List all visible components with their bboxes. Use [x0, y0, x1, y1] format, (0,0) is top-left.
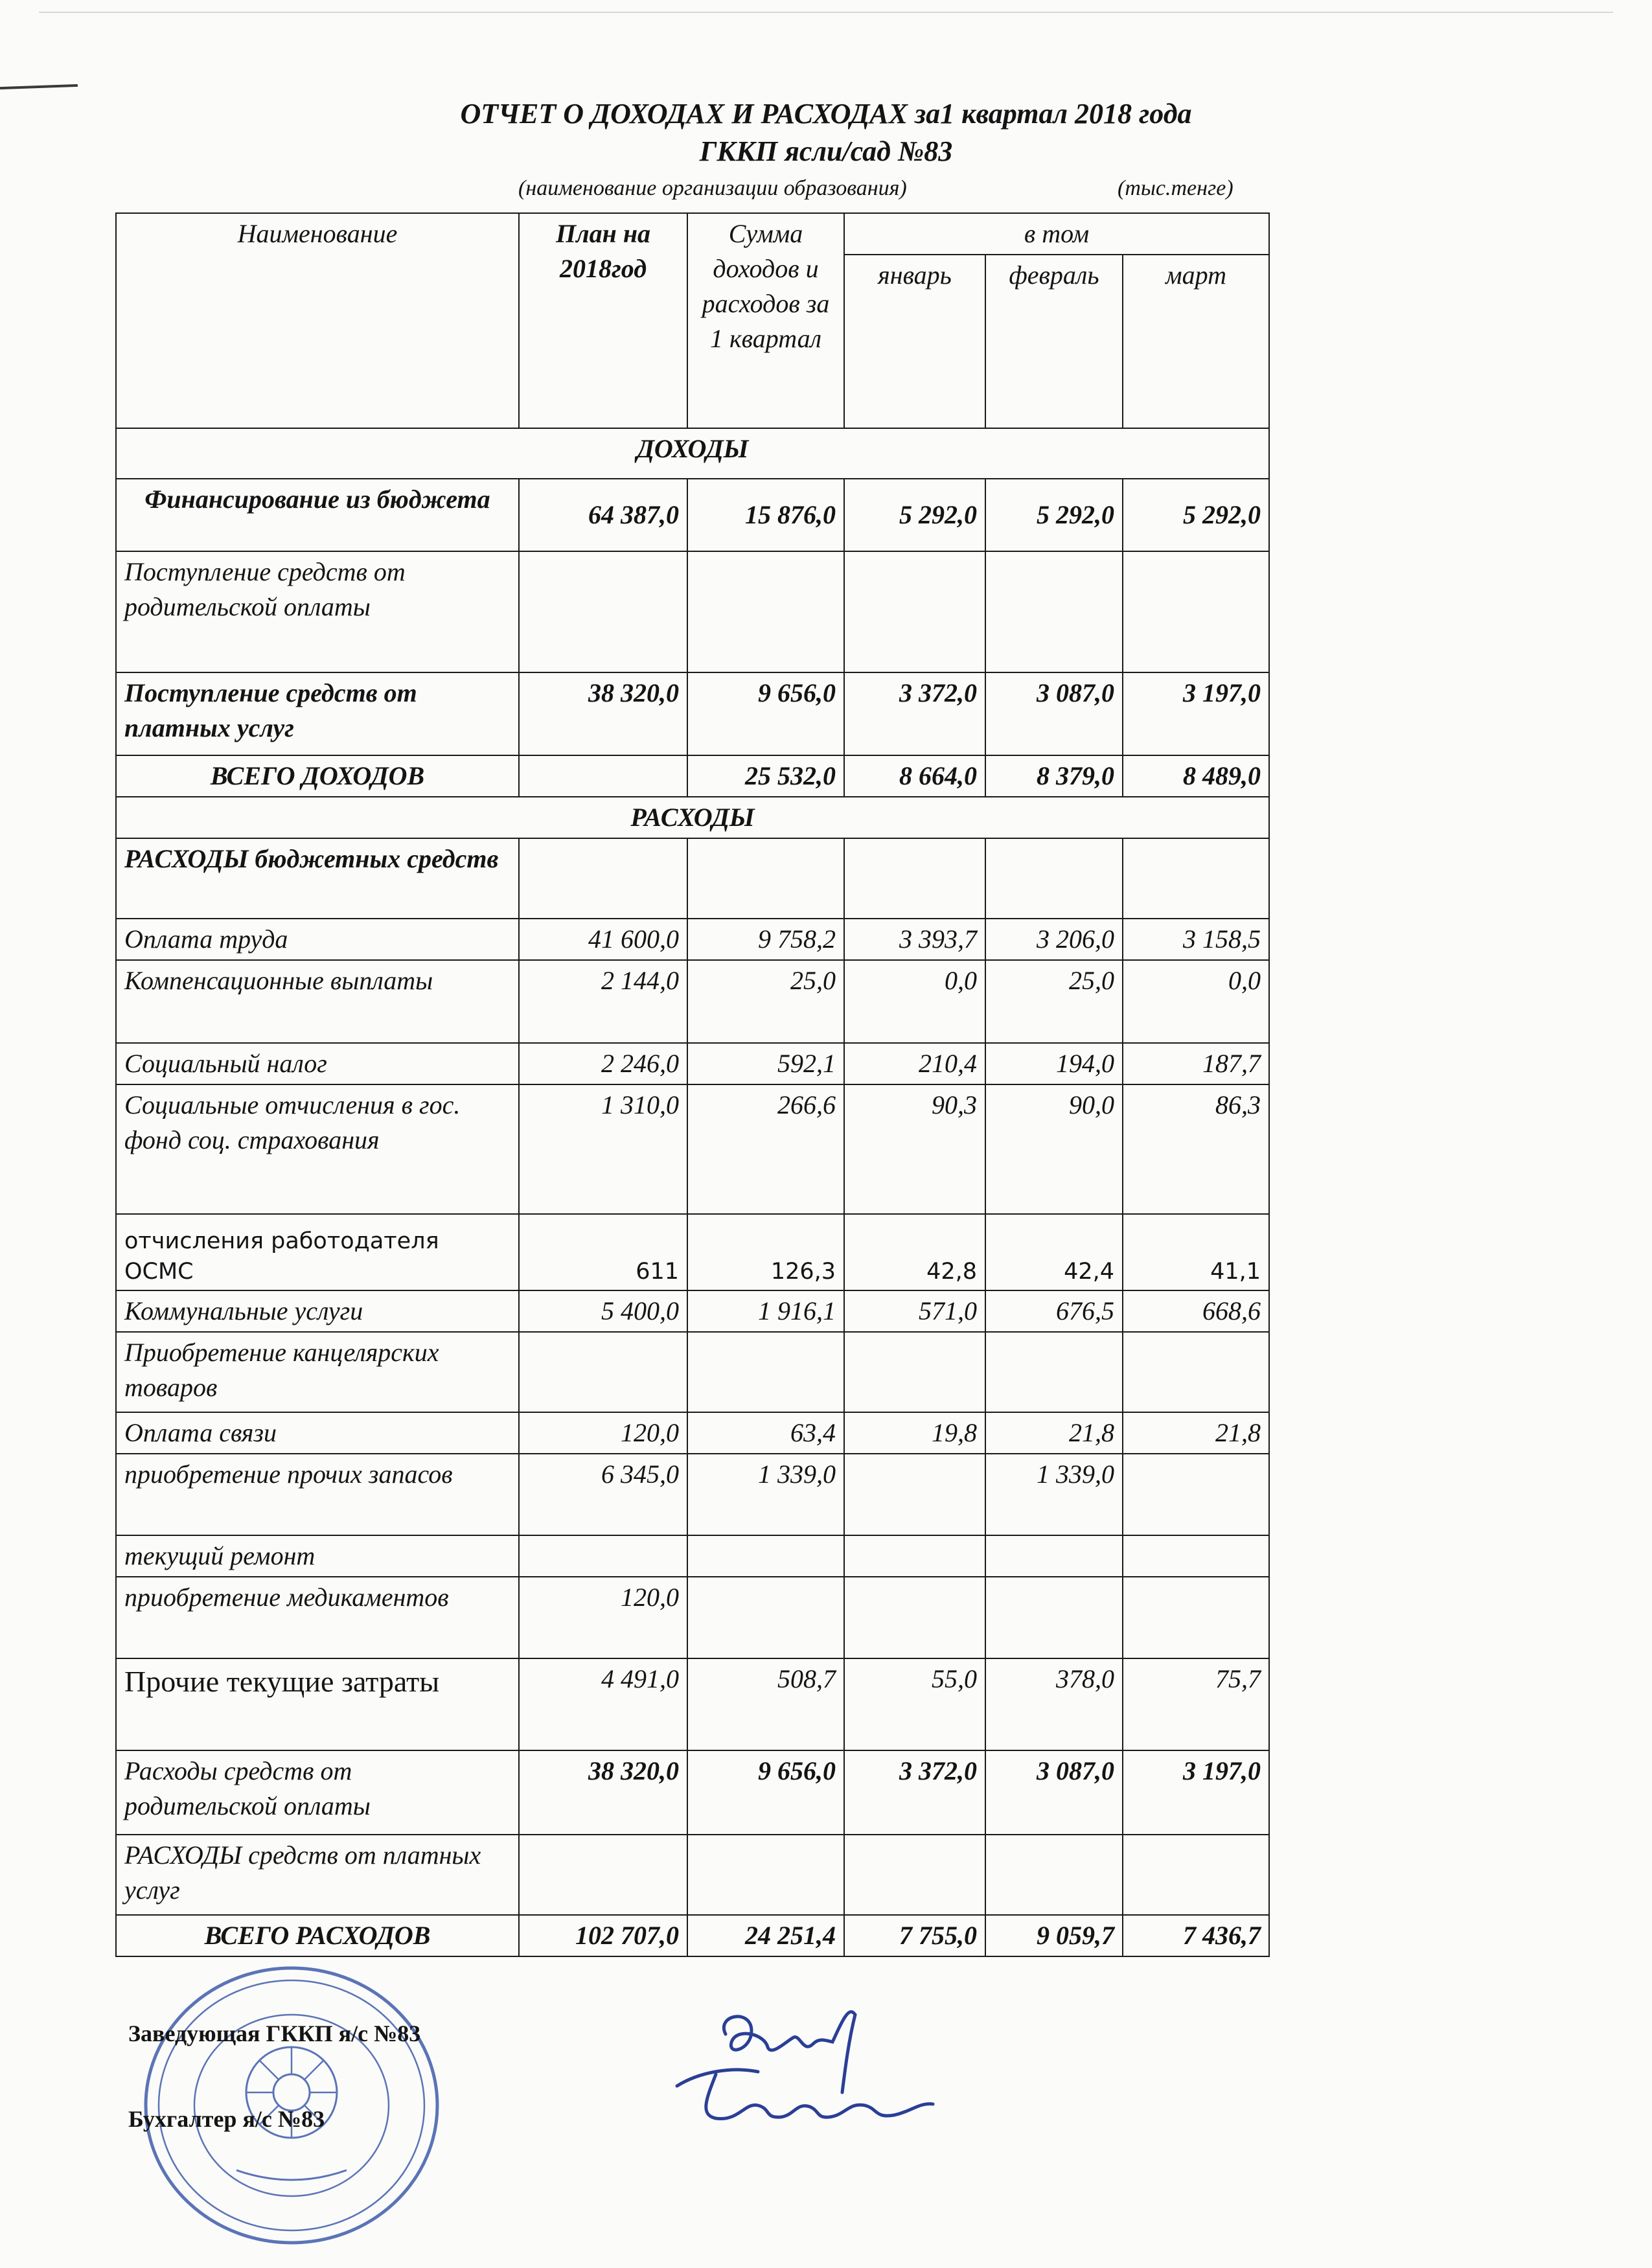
cell-plan: 120,0 [519, 1577, 687, 1658]
scan-mark [0, 84, 78, 89]
accountant-signature-label: Бухгалтер я/с №83 [128, 2106, 325, 2132]
cell-march [1123, 1577, 1269, 1658]
cell-february: 8 379,0 [985, 755, 1123, 797]
cell-january [844, 551, 985, 672]
cell-sum [687, 1835, 844, 1915]
cell-sum: 9 656,0 [687, 672, 844, 755]
cell-january: 90,3 [844, 1084, 985, 1214]
cell-february [985, 1332, 1123, 1412]
cell-january: 5 292,0 [844, 479, 985, 551]
cell-february: 42,4 [985, 1214, 1123, 1290]
cell-february: 90,0 [985, 1084, 1123, 1214]
cell-january [844, 838, 985, 919]
col-header-march: март [1123, 255, 1269, 428]
col-header-sum: Сумма доходов и расходов за 1 квартал [687, 213, 844, 428]
cell-sum [687, 1535, 844, 1577]
cell-march: 21,8 [1123, 1412, 1269, 1454]
cell-january [844, 1835, 985, 1915]
cell-sum: 25,0 [687, 960, 844, 1043]
cell-sum [687, 551, 844, 672]
cell-march [1123, 1454, 1269, 1535]
report-table [115, 212, 1270, 1957]
cell-january: 42,8 [844, 1214, 985, 1290]
row-name: Финансирование из бюджета [116, 479, 519, 551]
cell-february [985, 1535, 1123, 1577]
row-name: текущий ремонт [116, 1535, 519, 1577]
table-row [116, 960, 1269, 1043]
cell-sum: 9 758,2 [687, 919, 844, 960]
table-row [116, 479, 1269, 551]
cell-february [985, 1577, 1123, 1658]
cell-march: 0,0 [1123, 960, 1269, 1043]
row-name: ВСЕГО ДОХОДОВ [116, 755, 519, 797]
cell-february: 194,0 [985, 1043, 1123, 1084]
cell-february: 676,5 [985, 1290, 1123, 1332]
table-row [116, 1750, 1269, 1835]
scan-edge-line [39, 12, 1613, 13]
cell-march [1123, 551, 1269, 672]
table-row [116, 672, 1269, 755]
cell-january: 571,0 [844, 1290, 985, 1332]
cell-february [985, 551, 1123, 672]
table-row [116, 1332, 1269, 1412]
cell-march [1123, 838, 1269, 919]
row-name: отчисления работодателя ОСМС [116, 1214, 519, 1290]
table-row [116, 1658, 1269, 1750]
table-row [116, 1835, 1269, 1915]
table-row [116, 1214, 1269, 1290]
cell-january: 210,4 [844, 1043, 985, 1084]
cell-plan: 2 144,0 [519, 960, 687, 1043]
cell-january [844, 1454, 985, 1535]
cell-january: 7 755,0 [844, 1915, 985, 1956]
cell-march [1123, 1535, 1269, 1577]
cell-february: 378,0 [985, 1658, 1123, 1750]
col-header-february: февраль [985, 255, 1123, 428]
table-row [116, 1577, 1269, 1658]
cell-january: 55,0 [844, 1658, 985, 1750]
cell-sum: 24 251,4 [687, 1915, 844, 1956]
row-name: приобретение медикаментов [116, 1577, 519, 1658]
row-name: РАСХОДЫ средств от платных услуг [116, 1835, 519, 1915]
cell-sum: 25 532,0 [687, 755, 844, 797]
cell-january [844, 1332, 985, 1412]
cell-march [1123, 1332, 1269, 1412]
row-name: Оплата труда [116, 919, 519, 960]
cell-plan: 64 387,0 [519, 479, 687, 551]
table-row [116, 1412, 1269, 1454]
unit-caption: (тыс.тенге) [1118, 176, 1233, 200]
cell-sum: 1 916,1 [687, 1290, 844, 1332]
cell-sum [687, 838, 844, 919]
cell-march: 8 489,0 [1123, 755, 1269, 797]
cell-march: 3 158,5 [1123, 919, 1269, 960]
row-name: РАСХОДЫ бюджетных средств [116, 838, 519, 919]
cell-january: 0,0 [844, 960, 985, 1043]
row-name: Поступление средств от родительской оплаты [116, 551, 519, 672]
row-name: Приобретение канцелярских товаров [116, 1332, 519, 1412]
cell-january: 3 372,0 [844, 672, 985, 755]
cell-plan: 38 320,0 [519, 672, 687, 755]
cell-february: 1 339,0 [985, 1454, 1123, 1535]
table-row [116, 1535, 1269, 1577]
row-name: приобретение прочих запасов [116, 1454, 519, 1535]
cell-sum: 126,3 [687, 1214, 844, 1290]
col-header-name: Наименование [116, 213, 519, 428]
row-name: Социальный налог [116, 1043, 519, 1084]
cell-plan: 611 [519, 1214, 687, 1290]
cell-sum: 63,4 [687, 1412, 844, 1454]
cell-plan: 120,0 [519, 1412, 687, 1454]
cell-sum: 1 339,0 [687, 1454, 844, 1535]
table-row [116, 1454, 1269, 1535]
cell-february: 3 087,0 [985, 1750, 1123, 1835]
cell-january [844, 1535, 985, 1577]
row-name: Прочие текущие затраты [116, 1658, 519, 1750]
cell-plan: 6 345,0 [519, 1454, 687, 1535]
cell-sum: 15 876,0 [687, 479, 844, 551]
table-row [116, 1084, 1269, 1214]
cell-march: 7 436,7 [1123, 1915, 1269, 1956]
cell-march: 3 197,0 [1123, 1750, 1269, 1835]
row-name: ВСЕГО РАСХОДОВ [116, 1915, 519, 1956]
cell-plan: 4 491,0 [519, 1658, 687, 1750]
cell-plan: 5 400,0 [519, 1290, 687, 1332]
cell-sum: 592,1 [687, 1043, 844, 1084]
cell-plan [519, 755, 687, 797]
table-row [116, 1043, 1269, 1084]
table-row-total [116, 755, 1269, 797]
table-row [116, 551, 1269, 672]
row-name: Социальные отчисления в гос. фонд соц. страхования [116, 1084, 519, 1214]
cell-january: 19,8 [844, 1412, 985, 1454]
col-header-including: в том [844, 213, 1269, 255]
cell-february [985, 838, 1123, 919]
cell-january: 3 393,7 [844, 919, 985, 960]
section-income-title: ДОХОДЫ [116, 428, 1269, 479]
row-name: Компенсационные выплаты [116, 960, 519, 1043]
table-row-total [116, 1915, 1269, 1956]
cell-march: 668,6 [1123, 1290, 1269, 1332]
section-expenses-title: РАСХОДЫ [116, 797, 1269, 838]
signature [654, 1995, 946, 2144]
cell-march: 41,1 [1123, 1214, 1269, 1290]
cell-march: 187,7 [1123, 1043, 1269, 1084]
cell-february: 3 087,0 [985, 672, 1123, 755]
cell-sum: 508,7 [687, 1658, 844, 1750]
cell-february: 25,0 [985, 960, 1123, 1043]
row-name: Коммунальные услуги [116, 1290, 519, 1332]
cell-sum [687, 1332, 844, 1412]
cell-february: 3 206,0 [985, 919, 1123, 960]
cell-february: 21,8 [985, 1412, 1123, 1454]
table-row [116, 1290, 1269, 1332]
cell-february: 5 292,0 [985, 479, 1123, 551]
row-name: Расходы средств от родительской оплаты [116, 1750, 519, 1835]
cell-january: 8 664,0 [844, 755, 985, 797]
cell-plan [519, 1835, 687, 1915]
cell-plan [519, 551, 687, 672]
table-row [116, 919, 1269, 960]
cell-plan [519, 1535, 687, 1577]
cell-march: 75,7 [1123, 1658, 1269, 1750]
cell-sum [687, 1577, 844, 1658]
row-name: Оплата связи [116, 1412, 519, 1454]
cell-february [985, 1835, 1123, 1915]
cell-sum: 266,6 [687, 1084, 844, 1214]
col-header-january: январь [844, 255, 985, 428]
cell-plan [519, 838, 687, 919]
report-title: ОТЧЕТ О ДОХОДАХ И РАСХОДАХ за1 квартал 2018 года [460, 98, 1192, 130]
cell-plan: 2 246,0 [519, 1043, 687, 1084]
cell-january [844, 1577, 985, 1658]
cell-plan: 41 600,0 [519, 919, 687, 960]
cell-plan: 38 320,0 [519, 1750, 687, 1835]
cell-plan: 1 310,0 [519, 1084, 687, 1214]
cell-march: 86,3 [1123, 1084, 1269, 1214]
col-header-plan: План на 2018год [519, 213, 687, 428]
cell-plan: 102 707,0 [519, 1915, 687, 1956]
cell-sum: 9 656,0 [687, 1750, 844, 1835]
cell-march [1123, 1835, 1269, 1915]
cell-february: 9 059,7 [985, 1915, 1123, 1956]
cell-plan [519, 1332, 687, 1412]
organization-caption: (наименование организации образования) [518, 176, 907, 200]
row-name: Поступление средств от платных услуг [116, 672, 519, 755]
table-row [116, 838, 1269, 919]
head-signature-label: Заведующая ГККП я/с №83 [128, 2021, 421, 2046]
cell-march: 5 292,0 [1123, 479, 1269, 551]
organization-title: ГККП ясли/сад №83 [699, 135, 953, 167]
cell-march: 3 197,0 [1123, 672, 1269, 755]
cell-january: 3 372,0 [844, 1750, 985, 1835]
